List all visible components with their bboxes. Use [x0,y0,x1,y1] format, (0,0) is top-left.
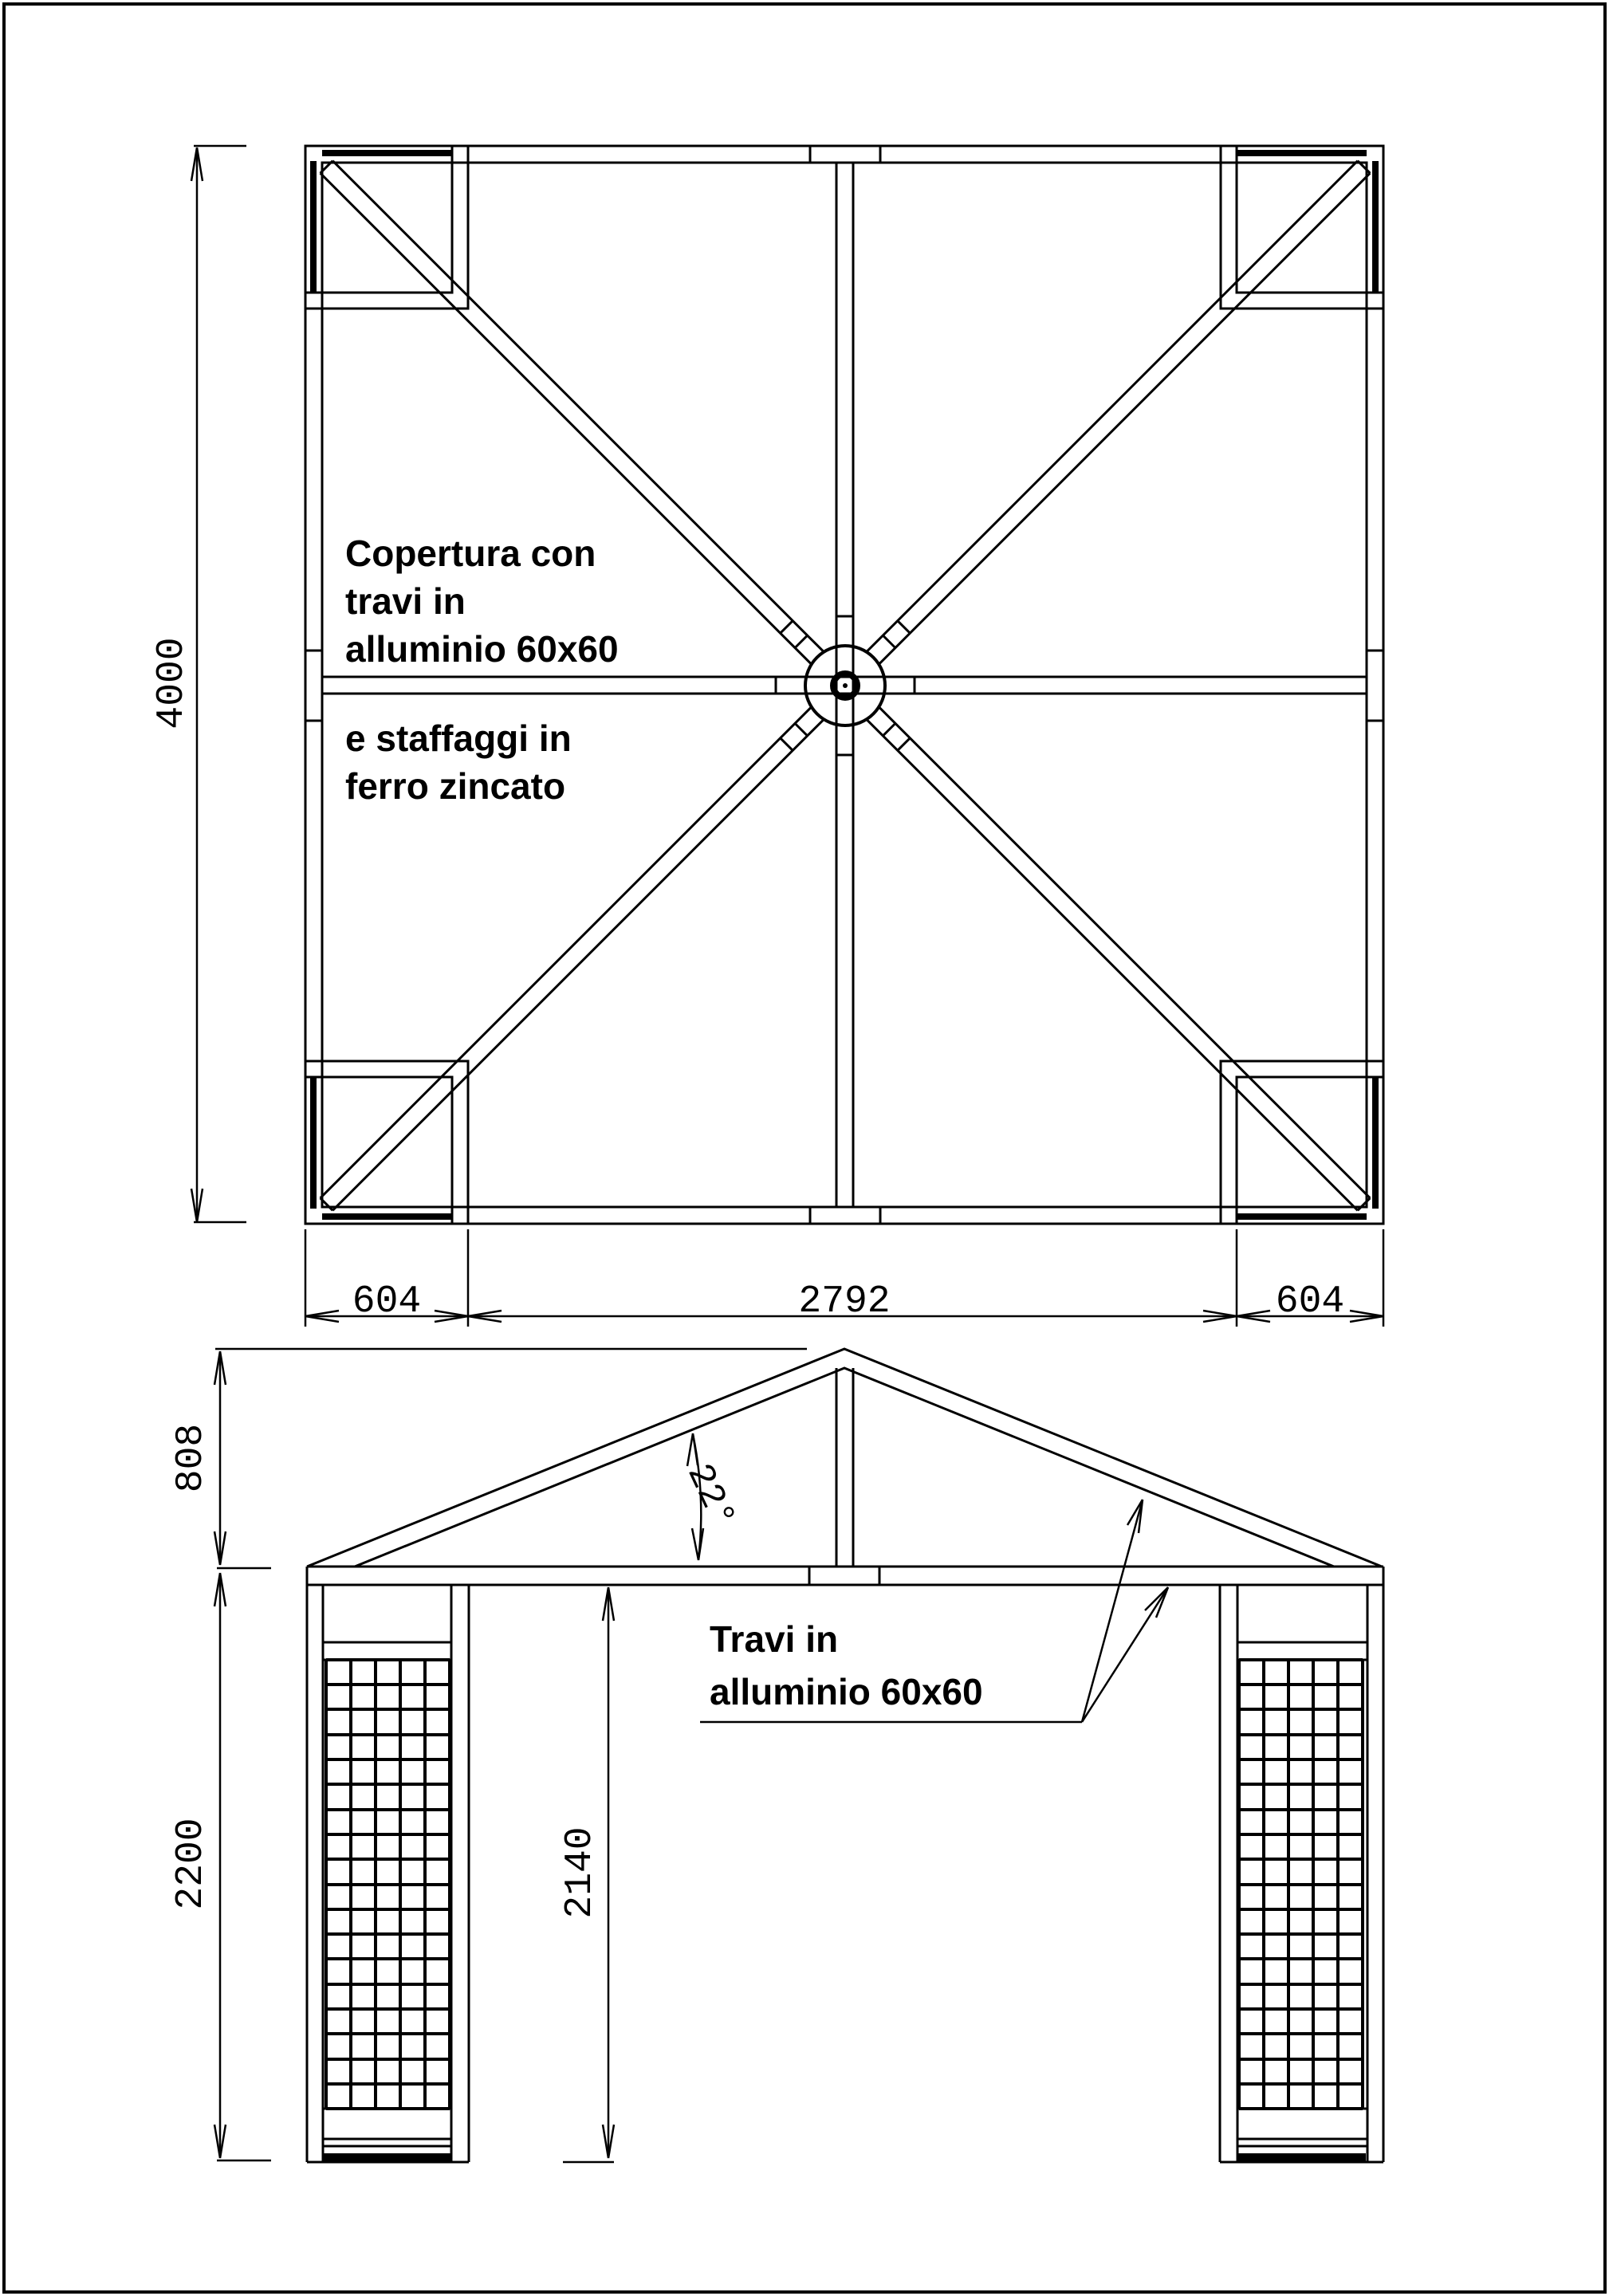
elevation-dimension-2140 [559,1587,614,2162]
plan-note-line4: e staffaggi in [345,718,572,759]
plan-dim-left-label: 604 [352,1280,422,1323]
plan-center-hub [805,646,885,725]
elev-dim-clear-label: 2140 [559,1826,602,1919]
elev-dim-column-label: 2200 [170,1818,213,1910]
beam-label-line2: alluminio 60x60 [710,1671,983,1712]
plan-note-line5: ferro zincato [345,765,566,807]
elevation-left-column [307,1567,469,2162]
elevation-dimension-808 [170,1349,807,1568]
elevation-dimension-2200 [170,1573,271,2160]
elevation-angle-annotation [678,1433,743,1560]
elev-dim-roof-label: 808 [170,1423,213,1493]
roof-angle-label: 22° [678,1457,744,1535]
elevation-beam-label [700,1500,1168,1722]
elevation-roof [307,1349,1383,1585]
plan-dimension-4000 [151,146,246,1222]
right-lattice-grid [1239,1660,1363,2109]
plan-dim-side-label: 4000 [151,637,194,729]
plan-diagonal-beam-bottom-right [867,708,1371,1211]
plan-diagonal-beam-top-right [867,161,1371,664]
plan-note-line1: Copertura con [345,533,596,574]
plan-dimension-bottom-chain [305,1229,1383,1327]
elevation-view [170,1349,1383,2162]
plan-dim-right-label: 604 [1275,1280,1345,1323]
elevation-right-column [1220,1567,1383,2162]
plan-view [151,146,1383,1327]
plan-note-line2: travi in [345,580,466,622]
plan-dim-center-label: 2792 [798,1280,891,1323]
plan-note-line3: alluminio 60x60 [345,628,619,670]
plan-annotation [345,533,619,807]
sheet-border [4,4,1605,2292]
beam-label-line1: Travi in [710,1618,839,1660]
left-lattice-grid [326,1660,450,2109]
